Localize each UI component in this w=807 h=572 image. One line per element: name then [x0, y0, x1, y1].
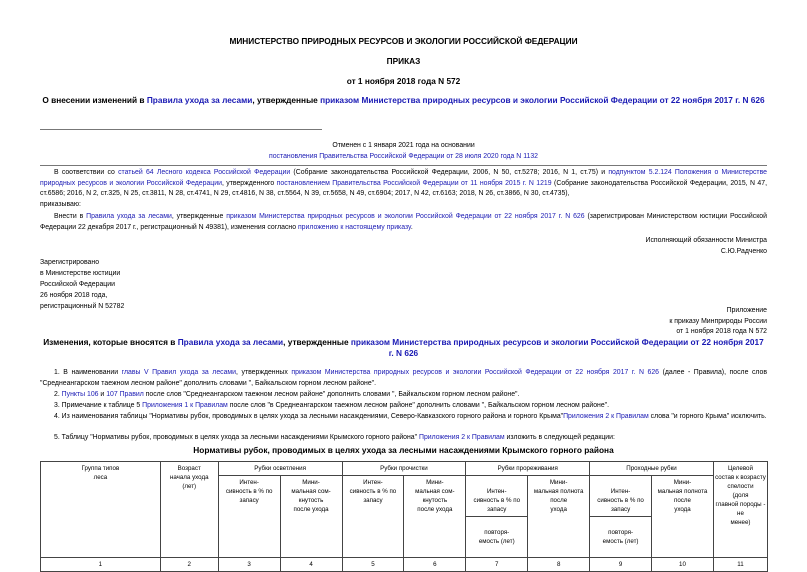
registration-block: [40, 257, 124, 312]
appendix-2-link[interactable]: Приложения 2 к Правилам: [419, 434, 505, 441]
text: 5. Таблицу "Нормативы рубок, проводимых в целях ухода за лесными насаждениями Крымского горного района": [54, 434, 419, 441]
appendix-1-link[interactable]: Приложения 1 к Правилам: [142, 402, 228, 409]
order-626-link[interactable]: приказом Министерства природных ресурсов и экологии Российской Федерации от 22 ноября 2017 г. N 626: [226, 213, 585, 220]
appendix-line: от 1 ноября 2018 года N 572: [676, 328, 767, 335]
text: (Собрание законодательства Российской Федерации, 2006, N 50, ст.5278; 2016, N 1, ст.75) и: [290, 169, 609, 176]
header-clarification: Рубки осветления: [218, 462, 342, 476]
rules-link[interactable]: Правила ухода за лесами: [86, 213, 172, 220]
subheader-intensity: Интен- сивность в % по запасу: [342, 476, 404, 558]
column-number: 11: [713, 558, 767, 572]
decree-1219-link[interactable]: постановлением Правительства Российской Федерации от 11 ноября 2015 г. N 1219: [276, 179, 552, 187]
text: , утвержденные: [283, 337, 351, 347]
doc-type: ПРИКАЗ: [386, 56, 421, 66]
subheader-intensity: Интен- сивность в % по запасу: [466, 485, 527, 517]
doc-date-number: от 1 ноября 2018 года N 572: [346, 76, 461, 86]
signature-block: [646, 235, 767, 257]
doc-title: [40, 95, 767, 106]
forest-code-link[interactable]: статьей 64 Лесного кодекса Российской Федерации: [118, 169, 291, 176]
appendix-link[interactable]: приложению к настоящему приказу: [297, 223, 411, 231]
column-number: 1: [41, 558, 161, 572]
divider: [40, 129, 322, 130]
doc-title-text: О внесении изменений в: [42, 95, 147, 105]
divider: [40, 165, 767, 166]
text: , утвержденных: [236, 369, 292, 376]
text: после слов "Среднеангарском таежном лесном районе" дополнить словами ", Байкальском горном лесном районе".: [143, 391, 520, 398]
appendix-block: [669, 306, 767, 338]
registration-line: Российской Федерации: [40, 281, 115, 288]
subheader-min-density: Мини- мальная сом- кнутость после ухода: [404, 476, 466, 558]
appendix-line: Приложение: [726, 307, 767, 314]
column-number: 5: [342, 558, 404, 572]
header-thinning: Рубки прореживания: [466, 462, 590, 476]
order-paragraph: [40, 212, 767, 233]
registration-line: регистрационный N 52782: [40, 303, 125, 310]
text: , утвержденного: [221, 179, 277, 187]
rules-link[interactable]: Правила ухода за лесами: [146, 95, 253, 105]
text: Внести в: [54, 213, 87, 220]
text: (зарегистрирован Министерством юстиции Российской Федерации 22 декабря 2017 г., регистрационный N 49381), изменения согласно: [40, 213, 767, 231]
registration-line: Зарегистрировано: [40, 259, 100, 266]
table-title: Нормативы рубок, проводимых в целях ухода за лесными насаждениями Крымского горного района: [193, 445, 614, 455]
cancel-note: Отменен с 1 января 2021 года на основании: [332, 142, 475, 149]
subheader-intensity-repeat: [590, 476, 652, 558]
column-number: 3: [218, 558, 280, 572]
subheader-min-density: Мини- мальная сом- кнутость после ухода: [280, 476, 342, 558]
table-header-row: [41, 462, 768, 476]
header-cleaning: Рубки прочистки: [342, 462, 466, 476]
header-start-age: Возраст начала ухода (лет): [160, 462, 218, 558]
header-forest-group: Группа типов леса: [41, 462, 161, 558]
column-number: 8: [528, 558, 590, 572]
item-2: [40, 390, 767, 401]
changes-title: [40, 337, 767, 359]
text: 3. Примечание к таблице 5: [54, 402, 143, 409]
paragraph-106-link[interactable]: Пункты 106: [61, 391, 99, 398]
text: .: [410, 223, 413, 231]
rules-link[interactable]: Правила ухода за лесами: [177, 337, 284, 347]
column-number: 10: [652, 558, 714, 572]
text: В соответствии со: [54, 169, 119, 176]
subheader-intensity: Интен- сивность в % по запасу: [590, 485, 651, 517]
header-passing: Проходные рубки: [590, 462, 714, 476]
appendix-2-link[interactable]: Приложения 2 к Правилам: [563, 413, 649, 420]
chapter-v-link[interactable]: главы V Правил ухода за лесами: [121, 369, 237, 376]
registration-line: 26 ноября 2018 года,: [40, 292, 108, 299]
text: , утвержденные: [171, 213, 227, 220]
column-number: 2: [160, 558, 218, 572]
doc-title-text: , утвержденные: [252, 95, 321, 105]
header-target-composition: Целевой состав к возрасту спелости (доля главной породы - не менее): [713, 462, 767, 558]
text: приказываю:: [40, 200, 81, 208]
subheader-repeat: повторя- емость (лет): [602, 529, 639, 545]
preamble-paragraph: [40, 168, 767, 210]
item-5: [40, 433, 767, 444]
paragraph-107-link[interactable]: 107 Правил: [106, 391, 144, 398]
text: (Собрание законодательства Российской Федерации, 2015, N 47, ст.6586; 2016, N 2, ст.325, N 25, ст.3811, N 28, ст.4741, N 29, ст.4816, N 38, ст.5564, N 39, ст.5658, N 49, ст.6904; 2017, N 42, ст.6163; 2018, N 26, ст.3866, N 30, ст.4735),: [40, 179, 767, 197]
column-number: 9: [590, 558, 652, 572]
subheader-min-fullness: Мини- мальная полнота после ухода: [528, 476, 590, 558]
text: 2.: [54, 391, 62, 398]
order-626-link[interactable]: приказом Министерства природных ресурсов и экологии Российской Федерации от 22 ноября 2017 г. N 626: [291, 369, 660, 376]
order-626-link[interactable]: приказом Министерства природных ресурсов и экологии Российской Федерации от 22 ноября 2017 г. N 626: [350, 337, 764, 358]
subheader-intensity: Интен- сивность в % по запасу: [218, 476, 280, 558]
item-1: [40, 368, 767, 389]
text: 4. Из наименования таблицы "Нормативы рубок, проводимых в целях ухода за лесными насаждениями, Северо-Кавказского горного района и горного Крыма": [54, 413, 564, 420]
text: (далее - Правила), после слов "Среднеангарском таежном лесном районе" дополнить словами ", Байкальском горном лесном районе".: [40, 369, 767, 387]
text: после слов "в Среднеангарском таежном лесном районе" дополнить словами ", Байкальском горном лесном районе".: [227, 402, 610, 409]
text: и: [98, 391, 107, 398]
text: слова "и горного Крыма" исключить.: [648, 413, 767, 420]
column-number: 6: [404, 558, 466, 572]
column-number: 4: [280, 558, 342, 572]
signature-position: Исполняющий обязанности Министра: [645, 237, 767, 244]
item-3: [40, 401, 767, 412]
column-number: 7: [466, 558, 528, 572]
subheader-min-fullness: Мини- мальная полнота после ухода: [652, 476, 714, 558]
ministry-heading: МИНИСТЕРСТВО ПРИРОДНЫХ РЕСУРСОВ И ЭКОЛОГИИ РОССИЙСКОЙ ФЕДЕРАЦИИ: [229, 36, 578, 46]
order-626-link[interactable]: приказом Министерства природных ресурсов и экологии Российской Федерации от 22 ноября 2017 г. N 626: [320, 95, 765, 105]
signature-name: С.Ю.Радченко: [720, 248, 767, 255]
appendix-line: к приказу Минприроды России: [669, 317, 767, 325]
cancel-note-link-wrap: [0, 153, 807, 160]
registration-line: в Министерстве юстиции: [40, 270, 121, 277]
text: изложить в следующей редакции:: [504, 434, 615, 441]
cancel-decree-link[interactable]: постановления Правительства Российской Федерации от 28 июля 2020 года N 1132: [268, 153, 539, 160]
subheader-repeat: повторя- емость (лет): [478, 529, 515, 545]
item-4: [40, 412, 767, 423]
text: Изменения, которые вносятся в: [43, 337, 178, 347]
table-number-row: [41, 558, 768, 572]
text: 1. В наименовании: [54, 369, 122, 376]
regulation-link[interactable]: подпунктом 5.2.124 Положения о Министерстве природных ресурсов и экологии Российской Федерации: [40, 169, 767, 187]
norms-table: [40, 461, 768, 572]
subheader-intensity-repeat: [466, 476, 528, 558]
